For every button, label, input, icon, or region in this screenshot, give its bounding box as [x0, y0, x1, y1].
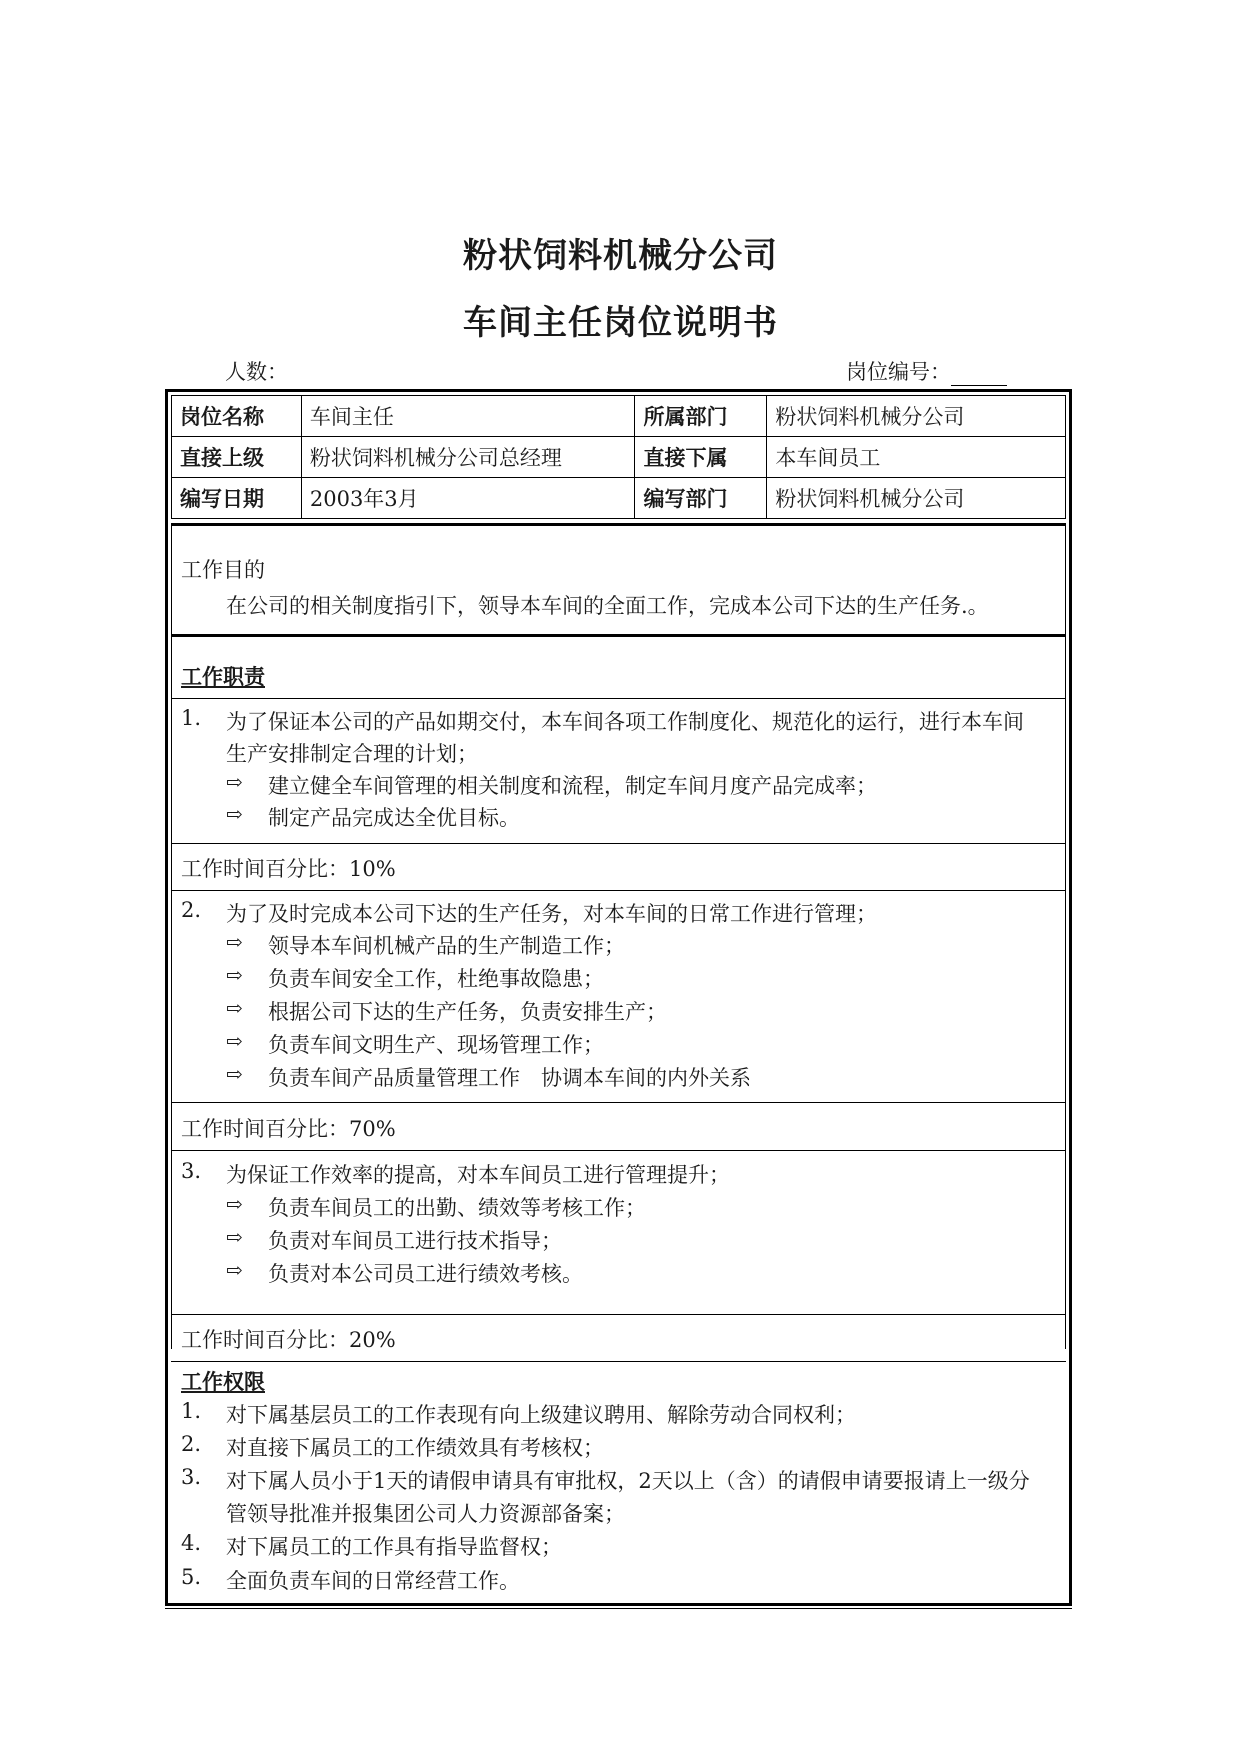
- duty-subitem: 根据公司下达的生产任务，负责安排生产；: [268, 1000, 667, 1024]
- row-divider: [171, 843, 1066, 844]
- authority-item: 对下属人员小于1天的请假申请具有审批权，2天以上（含）的请假申请要报请上一级分: [226, 1469, 1030, 1493]
- time-percentage: 工作时间百分比：20%: [181, 1328, 396, 1352]
- subordinate-value: 本车间员工: [767, 437, 1066, 478]
- authority-heading: 工作权限: [181, 1370, 265, 1394]
- duty-text: 为保证工作效率的提高，对本车间员工进行管理提升；: [226, 1163, 730, 1187]
- duty-subitem: 负责对本公司员工进行绩效考核。: [268, 1262, 583, 1286]
- bottom-border: [165, 1603, 1072, 1606]
- arrow-bullet-icon: ⇨: [226, 1258, 243, 1282]
- authority-item: 对直接下属员工的工作绩效具有考核权；: [226, 1436, 604, 1460]
- duty-subitem: 负责对车间员工进行技术指导；: [268, 1229, 562, 1253]
- duty-subitem: 负责车间安全工作，杜绝事故隐患；: [268, 967, 604, 991]
- purpose-text: 在公司的相关制度指引下，领导本车间的全面工作，完成本公司下达的生产任务.。: [226, 594, 989, 618]
- arrow-bullet-icon: ⇨: [226, 930, 243, 954]
- duty-subitem: 制定产品完成达全优目标。: [268, 806, 520, 830]
- department-label: 所属部门: [635, 396, 767, 437]
- superior-value: 粉状饲料机械分公司总经理: [301, 437, 635, 478]
- row-divider: [171, 1314, 1066, 1315]
- time-percentage: 工作时间百分比：10%: [181, 857, 396, 881]
- duty-number: 3.: [181, 1159, 202, 1183]
- duties-heading: 工作职责: [181, 665, 265, 689]
- authority-number: 3.: [181, 1465, 202, 1489]
- duty-number: 2.: [181, 898, 202, 922]
- authority-item: 全面负责车间的日常经营工作。: [226, 1569, 520, 1593]
- row-divider: [171, 890, 1066, 891]
- arrow-bullet-icon: ⇨: [226, 1192, 243, 1216]
- superior-label: 直接上级: [172, 437, 302, 478]
- authority-number: 1.: [181, 1399, 202, 1423]
- headcount-label: 人数：: [225, 360, 288, 384]
- position-name-value: 车间主任: [301, 396, 635, 437]
- arrow-bullet-icon: ⇨: [226, 996, 243, 1020]
- duty-subitem: 负责车间产品质量管理工作 协调本车间的内外关系: [268, 1066, 751, 1090]
- company-title: 粉状饲料机械分公司: [463, 236, 778, 276]
- info-row: [172, 437, 1066, 478]
- row-divider: [171, 1102, 1066, 1103]
- duty-text-continued: 生产安排制定合理的计划；: [226, 742, 478, 766]
- arrow-bullet-icon: ⇨: [226, 802, 243, 826]
- section-border: [1065, 526, 1066, 634]
- duty-subitem: 领导本车间机械产品的生产制造工作；: [268, 934, 625, 958]
- position-number-blank: [951, 365, 1007, 386]
- position-number: [846, 356, 1007, 386]
- section-border: [171, 526, 172, 634]
- section-border: [171, 637, 172, 1349]
- subordinate-label: 直接下属: [635, 437, 767, 478]
- position-name-label: 岗位名称: [172, 396, 302, 437]
- arrow-bullet-icon: ⇨: [226, 1029, 243, 1053]
- row-divider: [171, 698, 1066, 699]
- purpose-heading: 工作目的: [181, 558, 265, 582]
- department-value: 粉状饲料机械分公司: [767, 396, 1066, 437]
- arrow-bullet-icon: ⇨: [226, 1062, 243, 1086]
- duty-subitem: 建立健全车间管理的相关制度和流程，制定车间月度产品完成率；: [268, 774, 877, 798]
- duty-subitem: 负责车间文明生产、现场管理工作；: [268, 1033, 604, 1057]
- authority-item-continued: 管领导批准并报集团公司人力资源部备案；: [226, 1502, 625, 1526]
- arrow-bullet-icon: ⇨: [226, 1225, 243, 1249]
- authority-number: 5.: [181, 1565, 202, 1589]
- document-title: 车间主任岗位说明书: [463, 303, 778, 343]
- info-table: [171, 395, 1066, 519]
- row-divider: [171, 1150, 1066, 1151]
- date-label: 编写日期: [172, 478, 302, 519]
- arrow-bullet-icon: ⇨: [226, 963, 243, 987]
- duty-text: 为了及时完成本公司下达的生产任务，对本车间的日常工作进行管理；: [226, 902, 877, 926]
- section-divider: [171, 634, 1066, 637]
- date-value: 2003年3月: [301, 478, 635, 519]
- duty-number: 1.: [181, 706, 202, 730]
- duty-subitem: 负责车间员工的出勤、绩效等考核工作；: [268, 1196, 646, 1220]
- author-dept-label: 编写部门: [635, 478, 767, 519]
- authority-item: 对下属基层员工的工作表现有向上级建议聘用、解除劳动合同权利；: [226, 1403, 856, 1427]
- authority-number: 2.: [181, 1432, 202, 1456]
- arrow-bullet-icon: ⇨: [226, 770, 243, 794]
- time-percentage: 工作时间百分比：70%: [181, 1117, 396, 1141]
- author-dept-value: 粉状饲料机械分公司: [767, 478, 1066, 519]
- bottom-border-thin: [165, 1608, 1072, 1609]
- position-number-label: 岗位编号：: [846, 360, 951, 384]
- authority-number: 4.: [181, 1531, 202, 1555]
- section-divider: [171, 523, 1066, 526]
- authority-item: 对下属员工的工作具有指导监督权；: [226, 1535, 562, 1559]
- row-divider: [171, 1361, 1066, 1362]
- section-border: [1065, 637, 1066, 1349]
- info-row: [172, 478, 1066, 519]
- info-row: [172, 396, 1066, 437]
- duty-text: 为了保证本公司的产品如期交付，本车间各项工作制度化、规范化的运行，进行本车间: [226, 710, 1024, 734]
